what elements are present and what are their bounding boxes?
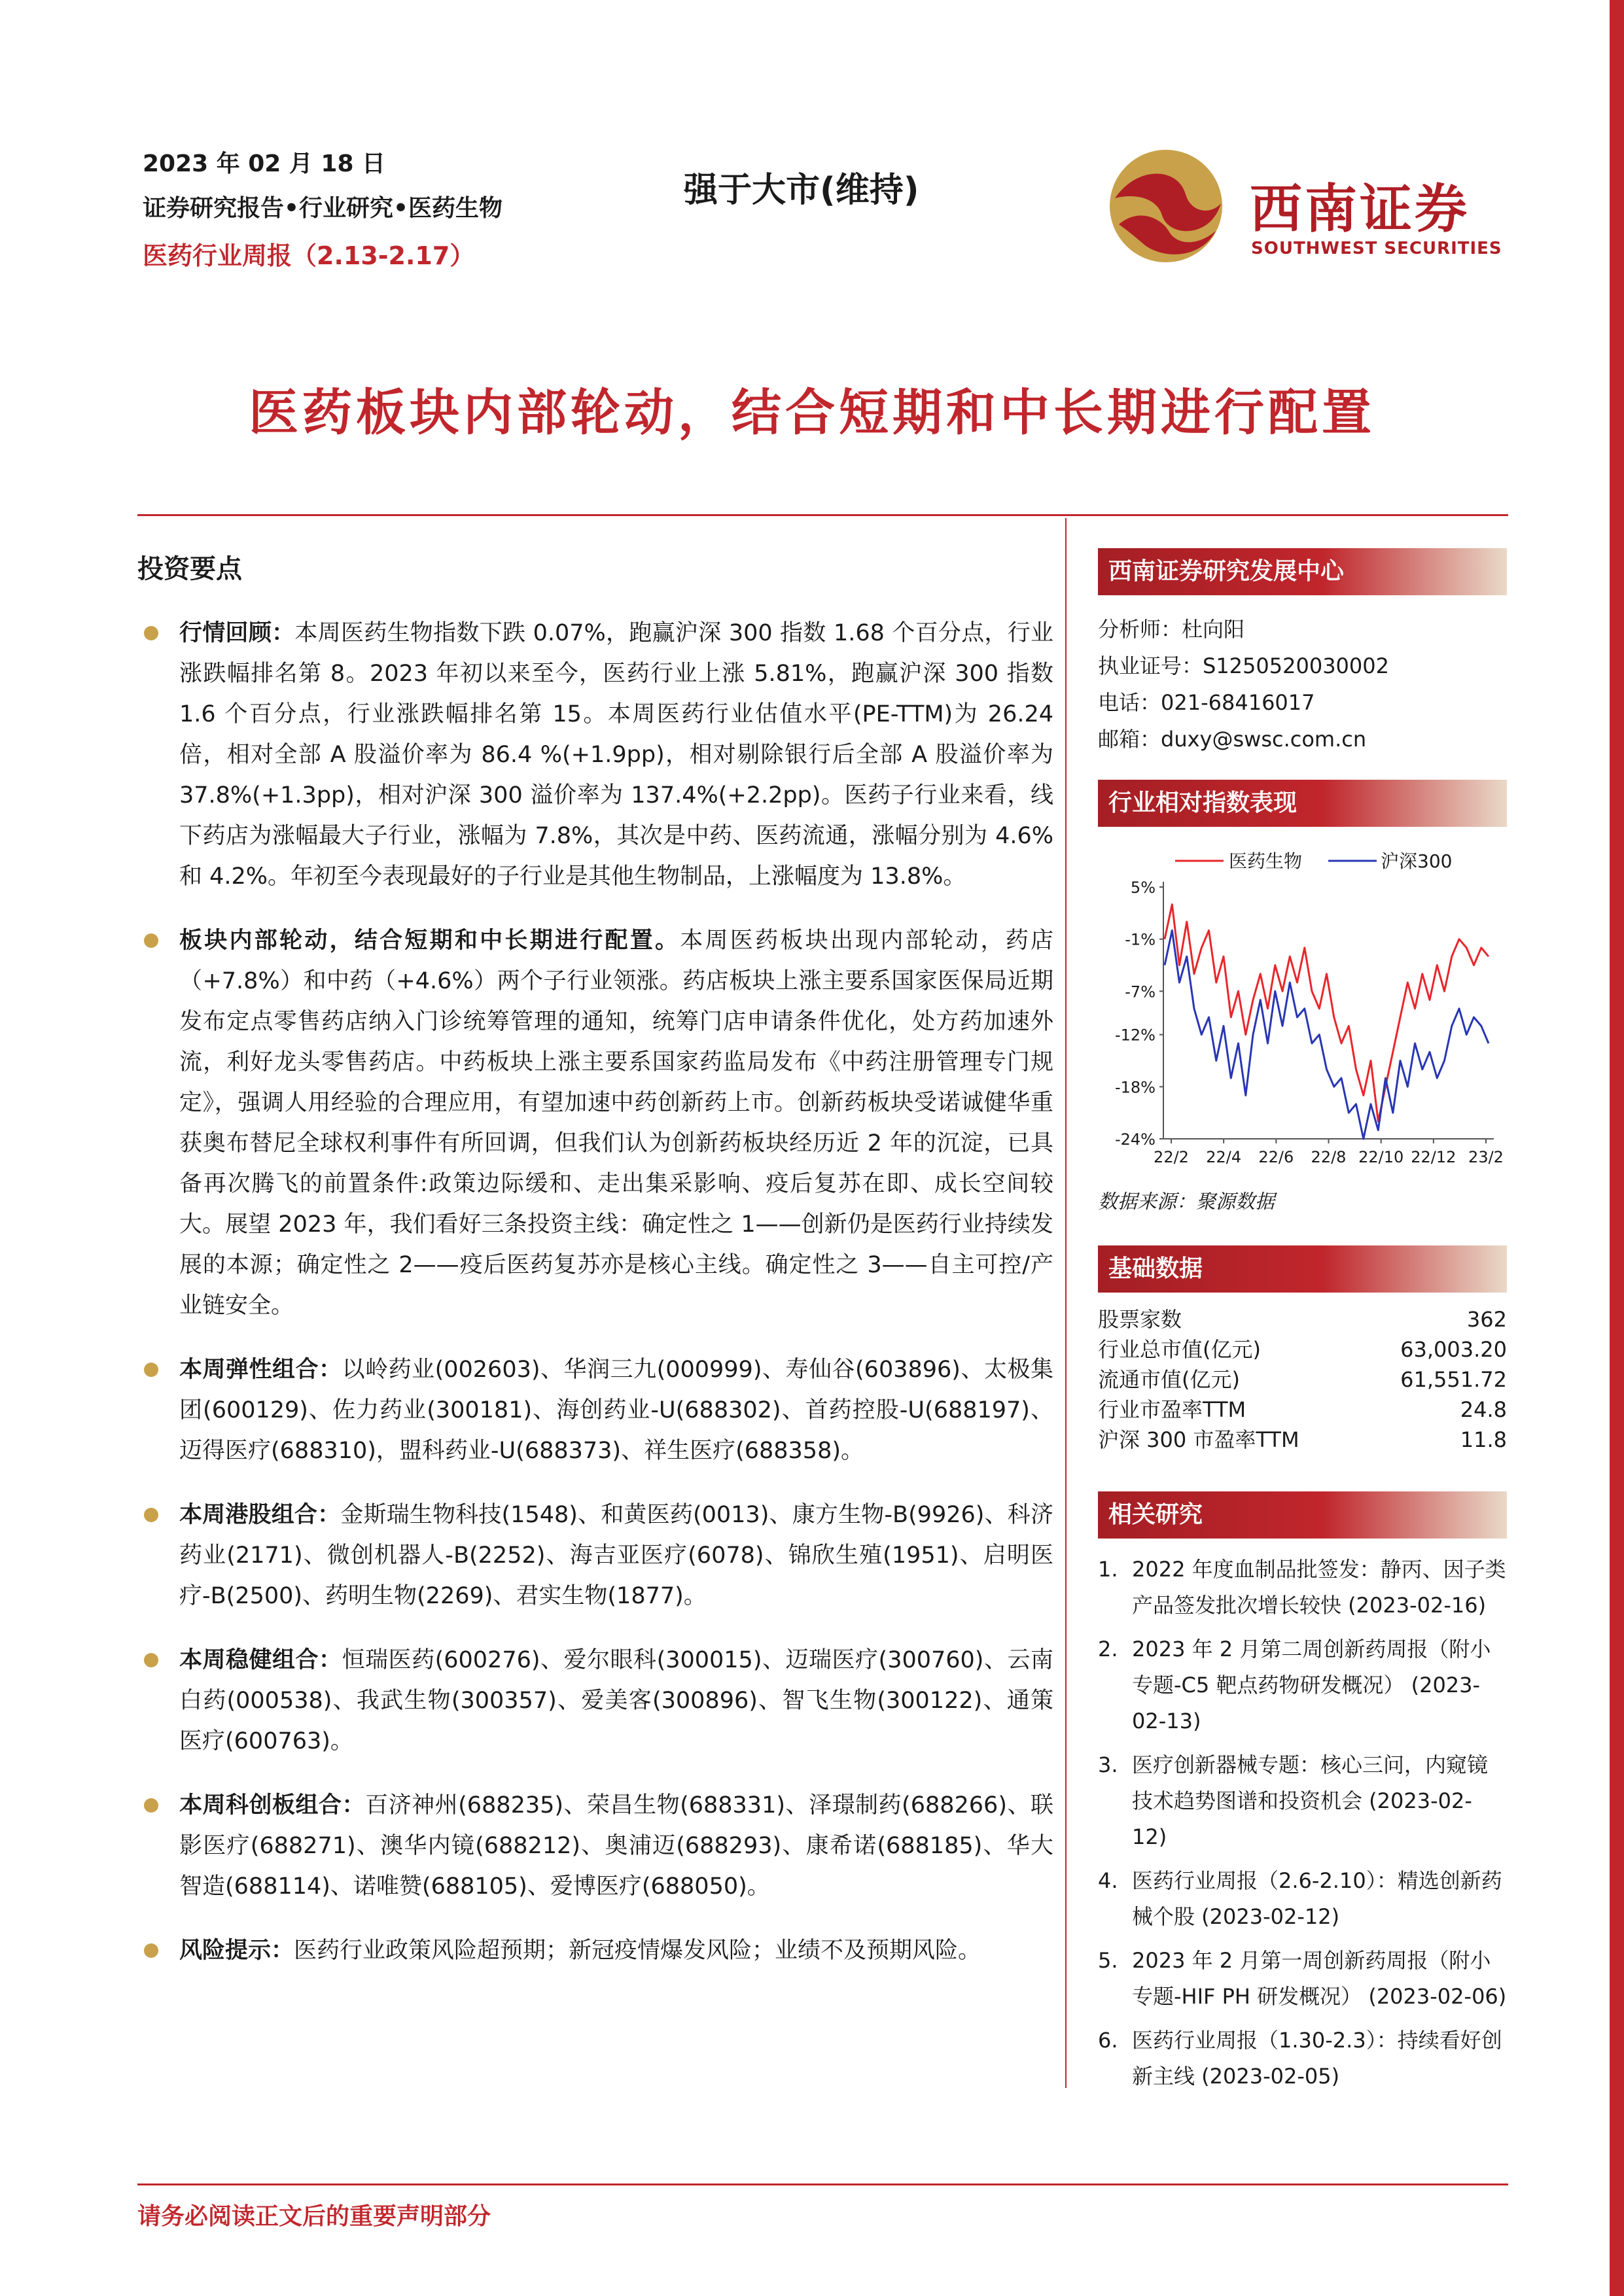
plot-area <box>1165 905 1489 1139</box>
y-tick-label: -24% <box>1114 1130 1156 1149</box>
sidebar <box>1098 548 1507 2102</box>
bullet-text: 金斯瑞生物科技(1548)、和黄医药(0013)、康方生物-B(9926)、科济药业(2171)、微创机器人-B(2252)、海吉亚医疗(6078)、锦欣生殖(1951)、启明医疗-B(2500)、药明生物(2269)、君实生物(1877)。 <box>179 1502 1053 1609</box>
row-value: 61,551.72 <box>1400 1367 1507 1392</box>
table-row <box>1098 1425 1507 1455</box>
list-item[interactable] <box>1098 1943 1507 2015</box>
report-series: 医药行业周报（2.13-2.17） <box>143 241 475 270</box>
list-item[interactable] <box>1098 1863 1507 1935</box>
item-number: 3. <box>1098 1752 1118 1777</box>
x-tick-label: 22/12 <box>1411 1148 1456 1166</box>
related-research-heading: 相关研究 <box>1098 1491 1507 1539</box>
bullet-stable-portfolio <box>137 1640 1053 1762</box>
y-axis <box>1115 878 1163 1149</box>
bullet-dot-icon <box>144 933 158 948</box>
report-title: 医药板块内部轮动，结合短期和中长期进行配置 <box>249 383 1375 442</box>
rating: 强于大市(维持) <box>684 171 919 210</box>
relative-index-chart <box>1098 841 1507 1181</box>
bullet-lead: 本周弹性组合： <box>179 1357 342 1383</box>
bullet-dot-icon <box>144 1653 158 1667</box>
analyst-phone: 电话：021-68416017 <box>1098 690 1315 715</box>
bullet-risk <box>137 1930 1053 1971</box>
chart-source: 数据来源：聚源数据 <box>1098 1191 1275 1213</box>
bullet-dot-icon <box>144 1363 158 1377</box>
logo-emblem-icon <box>1106 147 1230 265</box>
item-number: 5. <box>1098 1948 1118 1973</box>
bullet-text: 本周医药板块出现内部轮动，药店（+7.8%）和中药（+4.6%）两个子行业领涨。药店板块上涨主要系国家医保局近期发布定点零售药店纳入门诊统筹管理的通知，统筹门店申请条件优化，处方药加速外流，利好龙头零售药店。中药板块上涨主要系国家药监局发布《中药注册管理专门规定》，强调人用经验的合理应用，有望加速中药创新药上市。创新药板块受诺诚健华重获奥布替尼全球权利事件有所回调，但我们认为创新药板块经历近 2 年的沉淀，已具备再次腾飞的前置条件:政策边际缓和、走出集采影响、疫后复苏在即、成长空间较大。展望 2023 年，我们看好三条投资主线：确定性之 1——创新仍是医药行业持续发展的本源；确定性之 2——疫后医药复苏亦是核心主线。确定性之 3——自主可控/产业链安全。 <box>179 928 1053 1319</box>
series-line-pharma <box>1165 905 1489 1122</box>
chart-heading: 行业相对指数表现 <box>1098 780 1507 827</box>
bullet-market-review <box>137 613 1053 897</box>
item-number: 2. <box>1098 1637 1118 1661</box>
x-tick-label: 22/8 <box>1311 1148 1347 1166</box>
bullet-elastic-portfolio <box>137 1349 1053 1471</box>
list-item[interactable] <box>1098 1747 1507 1855</box>
list-item[interactable] <box>1098 1552 1507 1624</box>
row-value: 362 <box>1466 1307 1507 1332</box>
row-label: 行业总市值(亿元) <box>1098 1337 1261 1362</box>
table-row <box>1098 1304 1507 1334</box>
table-row <box>1098 1395 1507 1425</box>
company-logo <box>1106 147 1511 265</box>
divider <box>137 514 1508 516</box>
x-tick-label: 22/6 <box>1258 1148 1294 1166</box>
bullet-text: 本周医药生物指数下跌 0.07%，跑赢沪深 300 指数 1.68 个百分点，行业涨跌幅排名第 8。2023 年初以来至今，医药行业上涨 5.81%，跑赢沪深 300 指数 1.6 个百分点，行业涨跌幅排名第 15。本周医药行业估值水平(PE-TTM)为 26.24 倍，相对全部 A 股溢价率为 86.4 %(+1.9pp)，相对剔除银行后全部 A 股溢价率为 37.8%(+1.3pp)，相对沪深 300 溢价率为 137.4%(+2.2pp)。医药子行业来看，线下药店为涨幅最大子行业，涨幅为 7.8%，其次是中药、医药流通，涨幅分别为 4.6%和 4.2%。年初至今表现最好的子行业是其他生物制品，上涨幅度为 13.8%。 <box>179 620 1053 890</box>
bullet-rotation <box>137 920 1053 1326</box>
basic-data-table <box>1098 1304 1507 1455</box>
row-label: 沪深 300 市盈率TTM <box>1098 1427 1299 1452</box>
item-number: 4. <box>1098 1868 1118 1893</box>
logo-english: SOUTHWEST SECURITIES <box>1251 239 1502 258</box>
bullet-lead: 本周科创板组合： <box>179 1792 366 1818</box>
chart-svg <box>1098 841 1507 1181</box>
x-tick-label: 22/2 <box>1154 1148 1189 1166</box>
bullet-text: 恒瑞医药(600276)、爱尔眼科(300015)、迈瑞医疗(300760)、云南白药(000538)、我武生物(300357)、爱美客(300896)、智飞生物(300122)、通策医疗(600763)。 <box>179 1647 1053 1754</box>
chart-legend <box>1175 850 1452 872</box>
report-date: 2023 年 02 月 18 日 <box>143 150 386 177</box>
table-row <box>1098 1334 1507 1365</box>
footer-notice: 请务必阅读正文后的重要声明部分 <box>137 2203 491 2230</box>
column-divider <box>1065 518 1067 2088</box>
row-label: 流通市值(亿元) <box>1098 1367 1240 1392</box>
analyst-email[interactable]: 邮箱：duxy@swsc.com.cn <box>1098 727 1367 752</box>
report-category: 证券研究报告•行业研究•医药生物 <box>143 195 503 222</box>
row-label: 股票家数 <box>1098 1307 1182 1332</box>
section-title: 投资要点 <box>137 554 242 584</box>
bullet-lead: 板块内部轮动，结合短期和中长期进行配置。 <box>179 928 680 954</box>
row-value: 63,003.20 <box>1400 1337 1507 1362</box>
x-axis <box>1154 1139 1504 1166</box>
bullet-text: 医药行业政策风险超预期；新冠疫情爆发风险；业绩不及预期风险。 <box>294 1938 981 1964</box>
item-text: 医药行业周报（1.30-2.3）：持续看好创新主线 (2023-02-05) <box>1132 2028 1502 2089</box>
analyst-name: 分析师：杜向阳 <box>1098 617 1245 642</box>
item-number: 6. <box>1098 2028 1118 2053</box>
x-tick-label: 22/10 <box>1358 1148 1404 1166</box>
item-text: 2022 年度血制品批签发：静丙、因子类产品签发批次增长较快 (2023-02-16) <box>1132 1557 1506 1618</box>
item-text: 医药行业周报（2.6-2.10）：精选创新药械个股 (2023-02-12) <box>1132 1868 1502 1929</box>
item-text: 2023 年 2 月第二周创新药周报（附小专题-C5 靶点药物研发概况） (2023-02-13) <box>1132 1637 1491 1733</box>
table-row <box>1098 1365 1507 1395</box>
analyst-info <box>1098 611 1507 757</box>
bullet-lead: 风险提示： <box>179 1938 294 1964</box>
bullet-hk-portfolio <box>137 1495 1053 1616</box>
y-tick-label: -1% <box>1125 930 1156 949</box>
analyst-license: 执业证号：S1250520030002 <box>1098 653 1389 678</box>
x-tick-label: 23/2 <box>1468 1148 1504 1166</box>
row-value: 24.8 <box>1460 1397 1507 1422</box>
bullet-dot-icon <box>144 1943 158 1958</box>
related-research-list <box>1098 1552 1507 2095</box>
bullet-star-portfolio <box>137 1785 1053 1907</box>
y-tick-label: -18% <box>1114 1078 1156 1097</box>
logo-chinese: 西南证券 <box>1250 178 1470 239</box>
bullet-text: 以岭药业(002603)、华润三九(000999)、寿仙谷(603896)、太极集团(600129)、佐力药业(300181)、海创药业-U(688302)、首药控股-U(688197)、迈得医疗(688310)，盟科药业-U(688373)、祥生医疗(688358)。 <box>179 1357 1053 1464</box>
item-text: 2023 年 2 月第一周创新药周报（附小专题-HIF PH 研发概况） (2023-02-06) <box>1132 1948 1507 2009</box>
bullet-dot-icon <box>144 1508 158 1522</box>
main-column <box>137 548 1053 1994</box>
row-value: 11.8 <box>1460 1427 1507 1452</box>
item-text: 医疗创新器械专题：核心三问，内窥镜技术趋势图谱和投资机会 (2023-02-12) <box>1132 1752 1489 1849</box>
y-tick-label: 5% <box>1130 878 1156 897</box>
y-tick-label: -12% <box>1114 1026 1156 1045</box>
basic-data-heading: 基础数据 <box>1098 1245 1507 1293</box>
list-item[interactable] <box>1098 2023 1507 2095</box>
item-number: 1. <box>1098 1557 1118 1582</box>
bullet-text: 百济神州(688235)、荣昌生物(688331)、泽璟制药(688266)、联影医疗(688271)、澳华内镜(688212)、奥浦迈(688293)、康希诺(688185)、华大智造(688114)、诺唯赞(688105)、爱博医疗(688050)。 <box>179 1792 1053 1900</box>
legend-label-pharma: 医药生物 <box>1229 850 1303 872</box>
footer-divider <box>137 2183 1508 2185</box>
bullet-dot-icon <box>144 626 158 640</box>
list-item[interactable] <box>1098 1631 1507 1739</box>
y-tick-label: -7% <box>1125 983 1156 1001</box>
bullet-dot-icon <box>144 1798 158 1813</box>
research-center-heading: 西南证券研究发展中心 <box>1098 548 1507 595</box>
bullet-lead: 本周稳健组合： <box>179 1647 342 1673</box>
row-label: 行业市盈率TTM <box>1098 1397 1246 1422</box>
legend-label-csi300: 沪深300 <box>1381 850 1453 872</box>
x-tick-label: 22/4 <box>1206 1148 1242 1166</box>
right-edge-bar <box>1610 0 1624 2296</box>
bullet-lead: 本周港股组合： <box>179 1502 341 1528</box>
bullet-lead: 行情回顾： <box>179 620 295 646</box>
